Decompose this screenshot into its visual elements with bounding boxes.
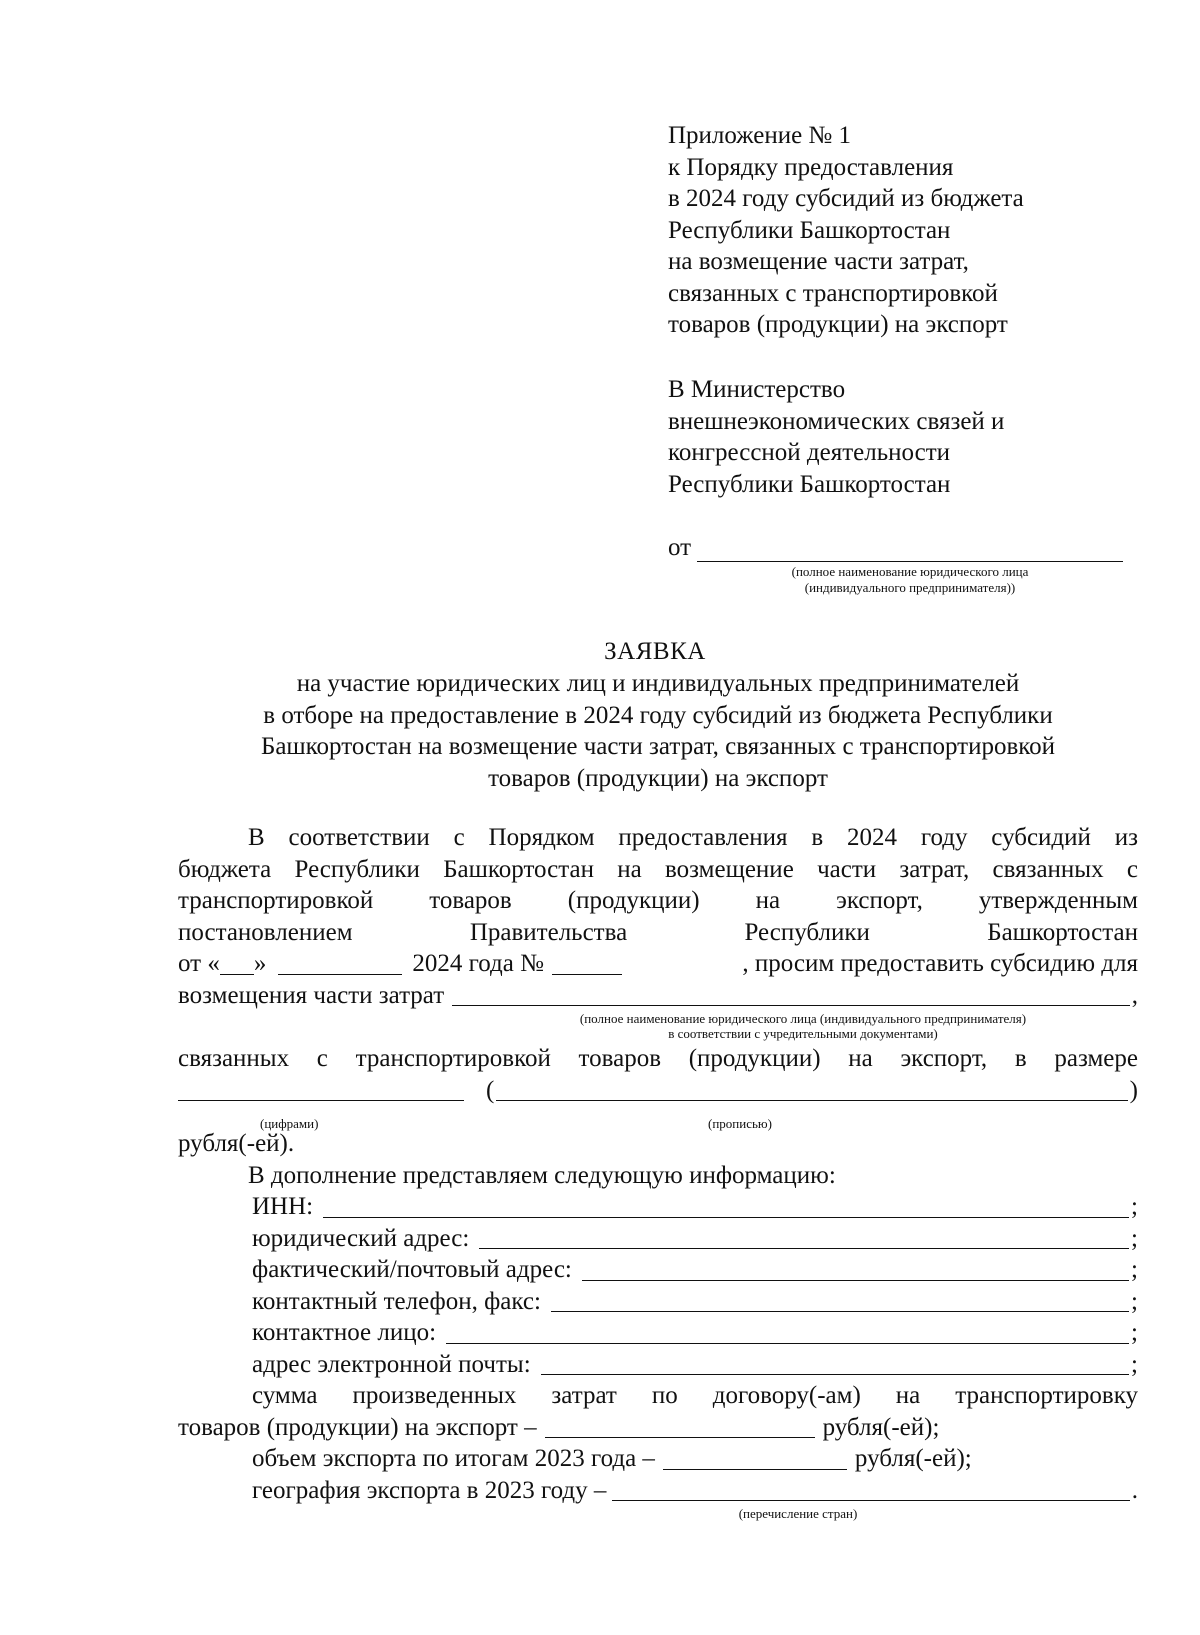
caption-line: (полное наименование юридического лица (индивидуального предпринимателя) (579, 1011, 1027, 1026)
volume-currency: рубля(-ей); (854, 1445, 972, 1472)
amount-digits-blank[interactable] (178, 1078, 464, 1101)
field-label: контактный телефон, факс: (252, 1287, 541, 1315)
paragraph-line: связанных с транспортировкой товаров (продукции) на экспорт, в размере (178, 1045, 1138, 1072)
contact-person-field (178, 1317, 1138, 1349)
paragraph-line: транспортировкой товаров (продукции) на экспорт, утвержденным (178, 887, 1138, 914)
phone-fax-blank[interactable] (551, 1289, 1129, 1312)
field-label: юридический адрес: (252, 1224, 470, 1252)
export-volume-row (178, 1443, 1138, 1475)
recipient-line: конгрессной деятельности (668, 439, 951, 466)
company-name-blank[interactable] (452, 983, 1130, 1006)
postal-address-field (178, 1254, 1138, 1286)
company-caption (478, 1011, 1128, 1043)
costs-line: сумма произведенных затрат по договору(-ам) на транспортировку (252, 1382, 1138, 1409)
subtitle-line: в отборе на предоставление в 2024 году субсидий из бюджета Республики (263, 701, 1053, 729)
recipient-block (668, 374, 1148, 500)
header-line: товаров (продукции) на экспорт (668, 311, 1008, 338)
date-year: 2024 года № (412, 950, 544, 977)
legal-address-field (178, 1223, 1138, 1255)
header-line: связанных с транспортировкой (668, 279, 998, 307)
recipient-line: внешнеэкономических связей и (668, 407, 1005, 435)
geography-label: география экспорта в 2023 году – (252, 1476, 607, 1504)
export-geography-blank[interactable] (612, 1478, 1129, 1501)
header-line: в 2024 году субсидий из бюджета (668, 185, 1024, 212)
costs-label: возмещения части затрат (178, 981, 445, 1009)
caption-digits: (цифрами) (260, 1116, 319, 1131)
header-line: на возмещение части затрат, (668, 248, 969, 275)
request-text: , просим предоставить субсидию для (742, 950, 1138, 977)
paren-open: ( (486, 1076, 495, 1104)
date-prefix: от « (178, 950, 220, 977)
postal-address-blank[interactable] (582, 1258, 1129, 1281)
header-line: Приложение № 1 (668, 122, 852, 149)
costs-currency: рубля(-ей); (822, 1413, 940, 1441)
email-field (178, 1349, 1138, 1381)
amount-captions (178, 1106, 1138, 1131)
field-label: ИНН: (252, 1193, 314, 1220)
resolution-number-blank[interactable] (552, 952, 622, 975)
comma: , (1131, 981, 1138, 1009)
field-end: ; (1131, 1319, 1138, 1346)
caption-line: в соответствии с учредительными документами) (668, 1026, 938, 1041)
amount-words-blank[interactable] (496, 1078, 1127, 1101)
geography-end: . (1131, 1476, 1138, 1504)
costs-amount-row (178, 1412, 1138, 1444)
field-label: контактное лицо: (252, 1319, 437, 1346)
header-line: к Порядку предоставления (668, 153, 954, 181)
resolution-date-row (178, 948, 1138, 980)
document-subtitle (178, 668, 1138, 794)
field-end: ; (1131, 1350, 1138, 1378)
field-end: ; (1131, 1256, 1138, 1283)
from-caption (700, 564, 1120, 596)
from-caption-line: (индивидуального предпринимателя)) (804, 580, 1016, 595)
from-label: от (668, 534, 692, 561)
export-geography-row (178, 1475, 1138, 1507)
field-end: ; (1131, 1287, 1138, 1315)
field-label: фактический/почтовый адрес: (252, 1256, 572, 1283)
email-blank[interactable] (541, 1352, 1129, 1375)
field-end: ; (1131, 1193, 1138, 1220)
paragraph-line: постановлением Правительства Республики Башкортостан (178, 918, 1138, 946)
costs-label: товаров (продукции) на экспорт – (178, 1413, 537, 1441)
company-row (178, 980, 1138, 1012)
amount-row (178, 1075, 1138, 1107)
inn-blank[interactable] (323, 1195, 1129, 1218)
subtitle-line: на участие юридических лиц и индивидуальных предпринимателей (296, 670, 1020, 697)
caption-words: (прописью) (708, 1116, 772, 1131)
inn-field (178, 1191, 1138, 1223)
costs-amount-blank[interactable] (545, 1415, 815, 1438)
countries-caption: (перечисление стран) (738, 1506, 858, 1521)
from-field (668, 534, 1123, 562)
recipient-line: Республики Башкортостан (668, 470, 951, 498)
export-volume-blank[interactable] (663, 1447, 847, 1470)
contact-person-blank[interactable] (446, 1321, 1129, 1344)
field-label: адрес электронной почты: (252, 1350, 531, 1378)
paragraph-line: В соответствии с Порядком предоставления в 2024 году субсидий из (248, 824, 1138, 851)
info-intro: В дополнение представляем следующую информацию: (248, 1161, 836, 1189)
from-blank[interactable] (697, 539, 1123, 562)
paren-close: ) (1129, 1076, 1138, 1104)
field-end: ; (1131, 1224, 1138, 1252)
recipient-line: В Министерство (668, 376, 846, 403)
volume-label: объем экспорта по итогам 2023 года – (252, 1445, 655, 1472)
month-blank[interactable] (278, 952, 402, 975)
paragraph-line: бюджета Республики Башкортостан на возмещение части затрат, связанных с (178, 855, 1138, 883)
subtitle-line: товаров (продукции) на экспорт (488, 764, 828, 792)
day-blank[interactable] (220, 952, 254, 975)
from-caption-line: (полное наименование юридического лица (791, 564, 1029, 579)
phone-fax-field (178, 1286, 1138, 1318)
paragraph-line: рубля(-ей). (178, 1130, 295, 1157)
appendix-header (668, 120, 1148, 341)
date-quote: » (253, 950, 267, 977)
application-body (178, 822, 1138, 1521)
subtitle-line: Башкортостан на возмещение части затрат, связанных с транспортировкой (260, 733, 1056, 760)
legal-address-blank[interactable] (479, 1226, 1129, 1249)
header-line: Республики Башкортостан (668, 216, 951, 244)
document-title: ЗАЯВКА (604, 638, 706, 665)
